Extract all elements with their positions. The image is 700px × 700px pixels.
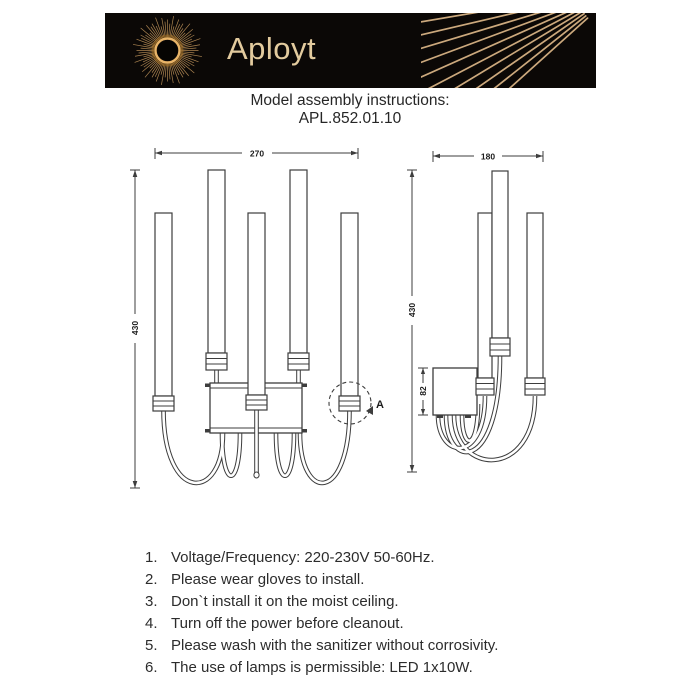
side-height-dimension (406, 170, 418, 472)
dimension-label-side-depth: 180 (480, 151, 496, 162)
instruction-number: 2. (145, 571, 158, 588)
instruction-number: 4. (145, 615, 158, 632)
dimension-label-front-height: 430 (130, 320, 140, 336)
dimension-label-front-width: 270 (249, 148, 265, 159)
brand-name: Aployt (227, 30, 317, 66)
instruction-number: 1. (145, 549, 158, 566)
side-view-drawing (406, 150, 545, 472)
dimension-label-side-height: 430 (407, 302, 417, 318)
instruction-item (145, 659, 605, 676)
instruction-number: 6. (145, 659, 158, 676)
instruction-item (145, 549, 605, 566)
instruction-list (145, 549, 605, 681)
instruction-item (145, 593, 605, 610)
instruction-text: Voltage/Frequency: 220-230V 50-60Hz. (171, 549, 435, 566)
instruction-text: Turn off the power before cleanout. (171, 615, 404, 632)
title-line-2-model-code: APL.852.01.10 (298, 110, 402, 127)
side-depth-dimension (433, 150, 543, 162)
corner-rays-decoration (421, 13, 596, 88)
title-line-1: Model assembly instructions: (250, 92, 450, 109)
document-title (0, 92, 700, 128)
candle-tubes-front (153, 170, 360, 411)
instruction-item (145, 615, 605, 632)
sunburst-logo-icon (130, 13, 205, 88)
instruction-text: Don`t install it on the moist ceiling. (171, 593, 399, 610)
instruction-text: Please wash with the sanitizer without corrosivity. (171, 637, 499, 654)
front-view-drawing (129, 147, 384, 488)
front-height-dimension (129, 170, 141, 488)
instruction-text: Please wear gloves to install. (171, 571, 365, 588)
central-stem-front (254, 408, 259, 478)
front-width-dimension (155, 147, 358, 159)
dimension-label-side-bracket: 82 (418, 386, 428, 396)
brand-header (105, 13, 596, 88)
instruction-item (145, 637, 605, 654)
instruction-number: 5. (145, 637, 158, 654)
instruction-item (145, 571, 605, 588)
side-bracket-dimension (418, 368, 428, 415)
technical-drawing (110, 138, 615, 530)
mounting-box-side (433, 368, 477, 418)
instruction-text: The use of lamps is permissible: LED 1x10W. (171, 659, 473, 676)
detail-label-a: A (376, 399, 384, 411)
candle-tubes-side (476, 171, 545, 395)
instruction-number: 3. (145, 593, 158, 610)
